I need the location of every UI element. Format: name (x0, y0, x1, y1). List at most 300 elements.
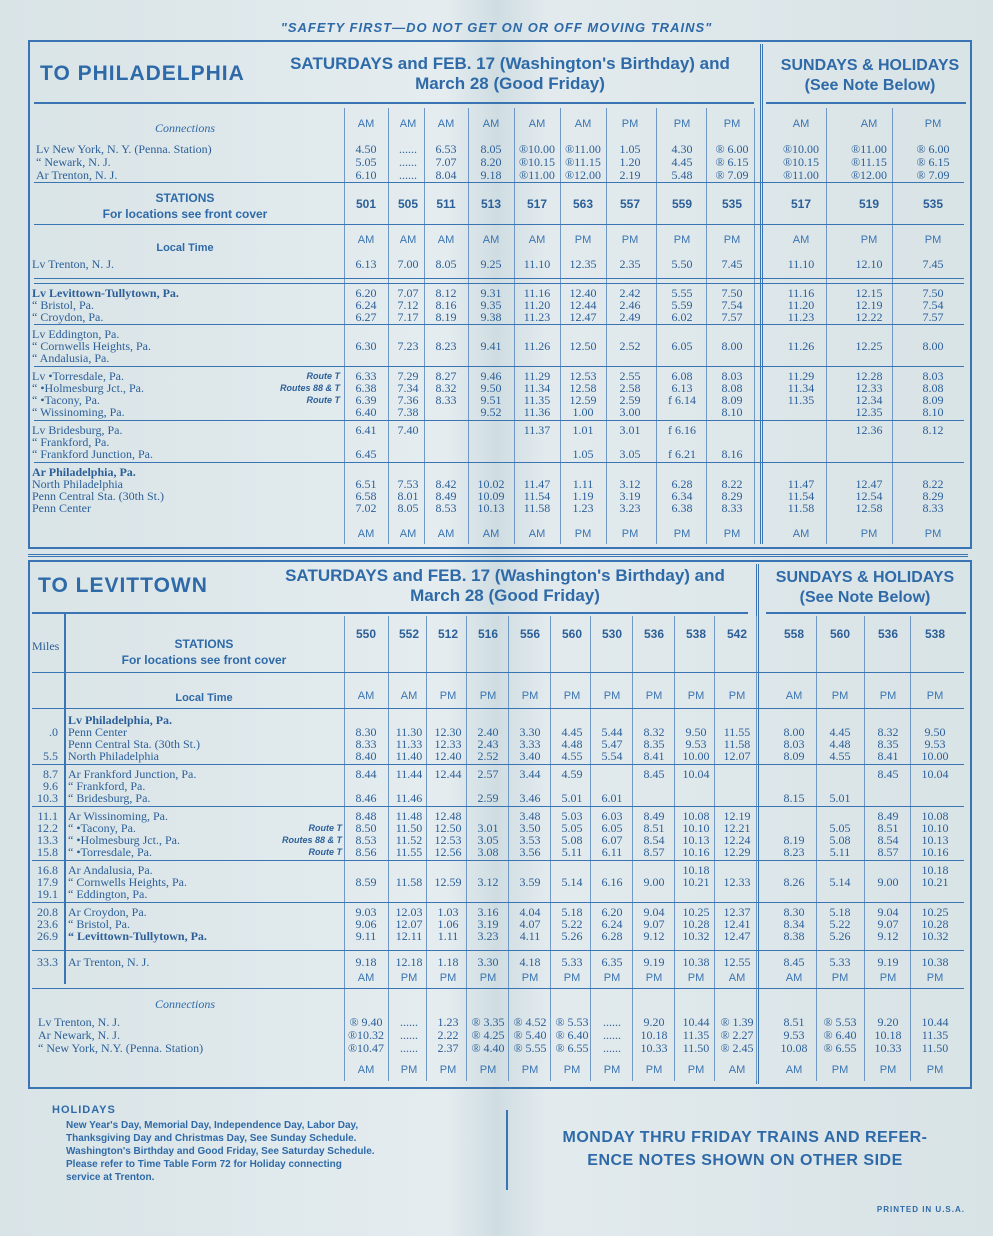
bottom-time-5-10-0: 8.45 (783, 955, 805, 969)
bottom-conn-station-0: Lv Trenton, N. J. (38, 1015, 121, 1029)
top-time-0-9-0: 11.10 (787, 257, 815, 271)
bottom-local-ampm-1: AM (400, 690, 418, 702)
bottom-time-4-8-0: 10.25 (682, 905, 710, 919)
top-rule-conn (34, 182, 964, 183)
bottom-time-2-11-3: 5.11 (829, 845, 851, 859)
top-time-3-0-0: 6.33 (355, 369, 377, 383)
top-train-number-10: 519 (858, 197, 880, 211)
bottom-time-1-10-2: 8.15 (783, 791, 805, 805)
bottom-conn-time-1-8: 11.35 (682, 1028, 710, 1042)
bottom-trenton-ampm-1: PM (400, 972, 418, 984)
top-route-3-1: Routes 88 & T (279, 383, 340, 393)
miles-divider (64, 614, 66, 984)
top-time-3-0-1: 6.38 (355, 381, 377, 395)
bottom-trenton-ampm-2: PM (439, 972, 457, 984)
top-station-0-0: Lv Trenton, N. J. (32, 257, 115, 271)
bottom-station-4-0: Ar Croydon, Pa. (68, 905, 147, 919)
bottom-conn-ampm-1: PM (400, 1064, 418, 1076)
top-time-4-0-2: 6.45 (355, 447, 377, 461)
top-time-1-0-1: 6.24 (355, 298, 377, 312)
top-time-5-10-3: 12.58 (855, 501, 883, 515)
top-time-3-5-3: 1.00 (572, 405, 594, 419)
top-sunday-divider (760, 44, 763, 544)
bottom-local-time-label: Local Time (175, 692, 233, 704)
top-time-5-2-3: 8.53 (435, 501, 457, 515)
top-bottom-ampm-4: AM (528, 528, 546, 540)
top-conn-time-0-6: 1.05 (619, 142, 641, 156)
top-conn-time-1-7: 4.45 (671, 155, 693, 169)
bottom-train-number-12: 536 (877, 627, 899, 641)
bottom-conn-time-0-10: 8.51 (783, 1015, 805, 1029)
bottom-time-2-10-2: 8.19 (783, 833, 805, 847)
bottom-saturday-heading (285, 566, 725, 606)
top-conn-time-1-10: ®11.15 (851, 155, 887, 169)
bottom-time-0-13-2: 9.53 (924, 737, 946, 751)
bottom-time-2-13-2: 10.13 (921, 833, 949, 847)
bottom-local-ampm-2: PM (439, 690, 457, 702)
bottom-time-2-12-1: 8.51 (877, 821, 899, 835)
top-time-5-11-2: 8.29 (922, 489, 944, 503)
bottom-time-2-9-2: 12.24 (723, 833, 751, 847)
top-time-1-5-2: 12.47 (569, 310, 597, 324)
top-station-5-2: Penn Central Sta. (30th St.) (32, 489, 164, 503)
top-bottom-ampm-2: AM (437, 528, 455, 540)
bottom-column-rule-4 (508, 616, 509, 1081)
bottom-time-5-8-0: 10.38 (682, 955, 710, 969)
bottom-time-4-2-0: 1.03 (437, 905, 459, 919)
bottom-conn-ampm-9: AM (728, 1064, 746, 1076)
top-time-1-9-0: 11.16 (787, 286, 815, 300)
bottom-miles-5-0: 33.3 (37, 955, 58, 969)
top-bottom-ampm-11: PM (924, 528, 942, 540)
weekday-notice (520, 1126, 970, 1172)
bottom-station-2-3: “ •Torresdale, Pa. (68, 845, 152, 859)
bottom-time-4-6-2: 6.28 (601, 929, 623, 943)
top-conn-time-0-5: ®11.00 (565, 142, 601, 156)
bottom-time-2-8-0: 10.08 (682, 809, 710, 823)
bottom-conn-time-1-0: ®10.32 (347, 1028, 385, 1042)
top-station-2-2: “ Andalusia, Pa. (32, 351, 110, 365)
bottom-local-ampm-6: PM (603, 690, 621, 702)
bottom-time-0-11-3: 4.55 (829, 749, 851, 763)
bottom-group-rule-3 (32, 860, 964, 861)
bottom-time-0-2-2: 12.33 (434, 737, 462, 751)
top-conn-time-2-3: 9.18 (480, 168, 502, 182)
top-train-number-5: 563 (572, 197, 594, 211)
bottom-time-2-2-2: 12.53 (434, 833, 462, 847)
bottom-station-0-0: Lv Philadelphia, Pa. (68, 713, 173, 727)
bottom-train-number-13: 538 (924, 627, 946, 641)
bottom-station-3-2: “ Eddington, Pa. (68, 887, 148, 901)
bottom-time-0-3-2: 2.43 (477, 737, 499, 751)
top-time-5-0-1: 6.51 (355, 477, 377, 491)
bottom-group-rule-4 (32, 902, 964, 903)
bottom-conn-time-0-0: ® 9.40 (349, 1015, 383, 1029)
bottom-time-2-0-1: 8.50 (355, 821, 377, 835)
bottom-time-2-0-2: 8.53 (355, 833, 377, 847)
bottom-time-0-2-1: 12.30 (434, 725, 462, 739)
bottom-time-4-1-1: 12.07 (395, 917, 423, 931)
top-train-number-1: 505 (397, 197, 419, 211)
bottom-train-number-6: 530 (601, 627, 623, 641)
top-time-3-1-3: 7.38 (397, 405, 419, 419)
top-time-0-4-0: 11.10 (523, 257, 551, 271)
bottom-time-0-12-3: 8.41 (877, 749, 899, 763)
bottom-time-5-13-0: 10.38 (921, 955, 949, 969)
top-time-5-8-3: 8.33 (721, 501, 743, 515)
bottom-conn-ampm-11: PM (831, 1064, 849, 1076)
weekday-notice-line1: MONDAY THRU FRIDAY TRAINS AND REFER- (562, 1129, 928, 1146)
top-time-3-3-1: 9.50 (480, 381, 502, 395)
bottom-miles-0-0: .0 (49, 725, 58, 739)
bottom-stations-label (66, 636, 342, 668)
bottom-time-3-4-1: 3.59 (519, 875, 541, 889)
top-local-ampm-4: AM (528, 234, 546, 246)
bottom-conn-time-0-3: ® 3.35 (471, 1015, 505, 1029)
bottom-rule-trains (32, 672, 964, 673)
holidays-note (52, 1104, 492, 1184)
top-time-3-2-1: 8.32 (435, 381, 457, 395)
bottom-time-5-4-0: 4.18 (519, 955, 541, 969)
bottom-conn-time-1-3: ® 4.25 (471, 1028, 505, 1042)
bottom-time-2-12-3: 8.57 (877, 845, 899, 859)
bottom-miles-4-2: 26.9 (37, 929, 58, 943)
bottom-miles-1-0: 8.7 (43, 767, 58, 781)
bottom-time-0-2-3: 12.40 (434, 749, 462, 763)
bottom-time-5-12-0: 9.19 (877, 955, 899, 969)
holidays-line-2: Thanksgiving Day and Christmas Day, See Sunday Schedule. (66, 1133, 357, 1144)
bottom-time-2-6-0: 6.03 (601, 809, 623, 823)
bottom-time-4-5-0: 5.18 (561, 905, 583, 919)
bottom-conn-time-2-12: 10.33 (874, 1041, 902, 1055)
bottom-time-2-2-0: 12.48 (434, 809, 462, 823)
bottom-time-2-6-1: 6.05 (601, 821, 623, 835)
top-time-3-3-3: 9.52 (480, 405, 502, 419)
top-column-rule-1 (388, 108, 389, 544)
bottom-time-4-11-1: 5.22 (829, 917, 851, 931)
top-time-3-1-2: 7.36 (397, 393, 419, 407)
bottom-miles-1-2: 10.3 (37, 791, 58, 805)
top-time-4-5-0: 1.01 (572, 423, 594, 437)
top-time-0-10-0: 12.10 (855, 257, 883, 271)
bottom-time-2-1-1: 11.50 (395, 821, 423, 835)
bottom-time-5-11-0: 5.33 (829, 955, 851, 969)
top-conn-ampm-7: PM (673, 118, 691, 130)
bottom-time-0-7-2: 8.35 (643, 737, 665, 751)
bottom-time-1-4-2: 3.46 (519, 791, 541, 805)
bottom-time-2-11-2: 5.08 (829, 833, 851, 847)
bottom-time-2-13-3: 10.16 (921, 845, 949, 859)
bottom-time-1-4-0: 3.44 (519, 767, 541, 781)
bottom-train-number-2: 512 (437, 627, 459, 641)
bottom-time-0-7-3: 8.41 (643, 749, 665, 763)
bottom-miles-3-0: 16.8 (37, 863, 58, 877)
bottom-miles-1-1: 9.6 (43, 779, 58, 793)
top-time-3-10-0: 12.28 (855, 369, 883, 383)
bottom-time-1-6-2: 6.01 (601, 791, 623, 805)
bottom-time-2-4-3: 3.56 (519, 845, 541, 859)
holidays-line-4: Please refer to Time Table Form 72 for Holiday connecting (66, 1159, 342, 1170)
bottom-time-4-0-0: 9.03 (355, 905, 377, 919)
bottom-station-1-2: “ Bridesburg, Pa. (68, 791, 151, 805)
safety-banner: "SAFETY FIRST—DO NOT GET ON OR OFF MOVING TRAINS" (280, 20, 713, 35)
top-saturday-heading (290, 54, 730, 94)
top-station-1-0: Lv Levittown-Tullytown, Pa. (32, 286, 179, 300)
bottom-time-4-3-2: 3.23 (477, 929, 499, 943)
top-time-2-10-1: 12.25 (855, 339, 883, 353)
top-bottom-ampm-0: AM (357, 528, 375, 540)
top-time-3-10-3: 12.35 (855, 405, 883, 419)
top-conn-time-1-5: ®11.15 (565, 155, 601, 169)
top-conn-time-0-1: ...... (399, 142, 417, 156)
top-sunday-heading (770, 56, 970, 96)
top-local-ampm-7: PM (673, 234, 691, 246)
top-time-1-7-2: 6.02 (671, 310, 693, 324)
top-station-3-3: “ Wissinoming, Pa. (32, 405, 125, 419)
top-station-4-1: “ Frankford, Pa. (32, 435, 110, 449)
top-bottom-ampm-7: PM (673, 528, 691, 540)
bottom-time-0-4-1: 3.30 (519, 725, 541, 739)
bottom-time-0-13-1: 9.50 (924, 725, 946, 739)
top-train-number-9: 517 (790, 197, 812, 211)
top-time-3-0-3: 6.40 (355, 405, 377, 419)
top-time-3-9-1: 11.34 (787, 381, 815, 395)
top-time-1-4-0: 11.16 (523, 286, 551, 300)
bottom-time-2-7-2: 8.54 (643, 833, 665, 847)
bottom-time-1-1-2: 11.46 (395, 791, 423, 805)
bottom-time-2-1-3: 11.55 (395, 845, 423, 859)
bottom-time-2-7-0: 8.49 (643, 809, 665, 823)
top-sunday-heading-line2: (See Note Below) (804, 77, 936, 94)
top-train-number-6: 557 (619, 197, 641, 211)
top-column-rule-8 (706, 108, 707, 544)
top-time-1-6-1: 2.46 (619, 298, 641, 312)
top-conn-time-2-0: 6.10 (355, 168, 377, 182)
top-local-time-label: Local Time (156, 242, 214, 254)
top-train-number-4: 517 (526, 197, 548, 211)
top-group-rule-2 (34, 324, 964, 325)
bottom-local-ampm-12: PM (879, 690, 897, 702)
top-time-2-11-1: 8.00 (922, 339, 944, 353)
bottom-miles-3-1: 17.9 (37, 875, 58, 889)
bottom-conn-time-1-2: 2.22 (437, 1028, 459, 1042)
top-time-3-2-0: 8.27 (435, 369, 457, 383)
bottom-sunday-heading-line1: SUNDAYS & HOLIDAYS (775, 569, 955, 586)
bottom-time-2-9-3: 12.29 (723, 845, 751, 859)
bottom-local-ampm-4: PM (521, 690, 539, 702)
top-connections-label: Connections (155, 121, 215, 135)
bottom-conn-time-2-0: ®10.47 (347, 1041, 385, 1055)
bottom-time-4-0-1: 9.06 (355, 917, 377, 931)
bottom-column-rule-13 (910, 616, 911, 1081)
top-conn-station-1: “ Newark, N. J. (36, 155, 111, 169)
bottom-time-0-12-2: 8.35 (877, 737, 899, 751)
bottom-conn-ampm-12: PM (879, 1064, 897, 1076)
bottom-train-number-7: 536 (643, 627, 665, 641)
top-time-4-4-0: 11.37 (523, 423, 551, 437)
top-time-4-10-0: 12.36 (855, 423, 883, 437)
bottom-time-0-0-3: 8.40 (355, 749, 377, 763)
bottom-time-2-5-0: 5.03 (561, 809, 583, 823)
top-time-2-4-1: 11.26 (523, 339, 551, 353)
top-time-5-2-1: 8.42 (435, 477, 457, 491)
bottom-time-0-6-1: 5.44 (601, 725, 623, 739)
top-local-ampm-6: PM (621, 234, 639, 246)
top-conn-ampm-6: PM (621, 118, 639, 130)
bottom-time-4-12-1: 9.07 (877, 917, 899, 931)
top-station-3-1: “ •Holmesburg Jct., Pa. (32, 381, 144, 395)
bottom-conn-time-2-1: ...... (400, 1041, 418, 1055)
top-time-3-5-0: 12.53 (569, 369, 597, 383)
top-time-1-6-0: 2.42 (619, 286, 641, 300)
bottom-time-1-12-0: 8.45 (877, 767, 899, 781)
bottom-route-2-2: Routes 88 & T (281, 835, 342, 845)
top-conn-ampm-5: AM (574, 118, 592, 130)
bottom-train-number-11: 560 (829, 627, 851, 641)
top-time-5-4-2: 11.54 (523, 489, 551, 503)
bottom-time-0-0-2: 8.33 (355, 737, 377, 751)
top-conn-station-2: Ar Trenton, N. J. (36, 168, 118, 182)
bottom-time-0-1-3: 11.40 (395, 749, 423, 763)
top-time-5-2-2: 8.49 (435, 489, 457, 503)
top-conn-time-1-8: ® 6.15 (715, 155, 749, 169)
bottom-train-number-1: 552 (398, 627, 420, 641)
top-time-1-8-1: 7.54 (721, 298, 743, 312)
bottom-time-0-8-1: 9.50 (685, 725, 707, 739)
bottom-conn-time-1-4: ® 5.40 (513, 1028, 547, 1042)
bottom-miles-4-1: 23.6 (37, 917, 58, 931)
bottom-time-3-11-1: 5.14 (829, 875, 851, 889)
bottom-conn-time-2-4: ® 5.55 (513, 1041, 547, 1055)
bottom-conn-station-1: Ar Newark, N. J. (38, 1028, 120, 1042)
bottom-time-3-8-1: 10.21 (682, 875, 710, 889)
top-time-3-5-1: 12.58 (569, 381, 597, 395)
top-time-5-5-3: 1.23 (572, 501, 594, 515)
bottom-time-2-2-3: 12.56 (434, 845, 462, 859)
bottom-station-1-0: Ar Frankford Junction, Pa. (68, 767, 197, 781)
top-time-1-8-0: 7.50 (721, 286, 743, 300)
bottom-column-rule-7 (632, 616, 633, 1081)
bottom-time-3-13-0: 10.18 (921, 863, 949, 877)
bottom-time-3-13-1: 10.21 (921, 875, 949, 889)
top-time-3-3-2: 9.51 (480, 393, 502, 407)
top-train-number-7: 559 (671, 197, 693, 211)
top-time-0-8-0: 7.45 (721, 257, 743, 271)
top-train-number-0: 501 (355, 197, 377, 211)
bottom-time-3-8-0: 10.18 (682, 863, 710, 877)
top-time-1-10-2: 12.22 (855, 310, 883, 324)
bottom-train-number-3: 516 (477, 627, 499, 641)
bottom-time-4-7-1: 9.07 (643, 917, 665, 931)
top-conn-time-2-6: 2.19 (619, 168, 641, 182)
top-time-0-2-0: 8.05 (435, 257, 457, 271)
top-group-rule-5 (34, 462, 964, 463)
bottom-station-2-2: “ •Holmesburg Jct., Pa. (68, 833, 180, 847)
bottom-time-0-9-1: 11.55 (723, 725, 751, 739)
top-time-3-11-3: 8.10 (922, 405, 944, 419)
bottom-connections-label: Connections (155, 997, 215, 1011)
top-conn-time-2-11: ® 7.09 (916, 168, 950, 182)
bottom-trenton-ampm-12: PM (879, 972, 897, 984)
top-time-5-7-1: 6.28 (671, 477, 693, 491)
bottom-conn-time-2-5: ® 6.55 (555, 1041, 589, 1055)
bottom-miles-2-1: 12.2 (37, 821, 58, 835)
top-time-1-7-0: 5.55 (671, 286, 693, 300)
top-time-3-4-0: 11.29 (523, 369, 551, 383)
bottom-time-2-9-0: 12.19 (723, 809, 751, 823)
bottom-time-5-2-0: 1.18 (437, 955, 459, 969)
top-train-number-11: 535 (922, 197, 944, 211)
top-stations-label (30, 190, 340, 222)
bottom-time-2-2-1: 12.50 (434, 821, 462, 835)
bottom-group-rule-2 (32, 806, 964, 807)
bottom-time-0-11-1: 4.45 (829, 725, 851, 739)
top-time-4-1-0: 7.40 (397, 423, 419, 437)
bottom-conn-ampm-8: PM (687, 1064, 705, 1076)
bottom-time-2-6-2: 6.07 (601, 833, 623, 847)
top-time-4-7-0: f 6.16 (668, 423, 696, 437)
top-time-5-10-2: 12.54 (855, 489, 883, 503)
bottom-time-0-1-2: 11.33 (395, 737, 423, 751)
top-local-ampm-2: AM (437, 234, 455, 246)
top-conn-ampm-3: AM (482, 118, 500, 130)
top-group-rule-4 (34, 420, 964, 421)
bottom-time-1-0-2: 8.46 (355, 791, 377, 805)
top-conn-time-1-0: 5.05 (355, 155, 377, 169)
bottom-train-number-0: 550 (355, 627, 377, 641)
bottom-miles-0-2: 5.5 (43, 749, 58, 763)
bottom-time-3-2-1: 12.59 (434, 875, 462, 889)
top-station-2-1: “ Cornwells Heights, Pa. (32, 339, 151, 353)
top-conn-time-0-3: 8.05 (480, 142, 502, 156)
top-train-number-3: 513 (480, 197, 502, 211)
bottom-conn-time-2-11: ® 6.55 (823, 1041, 857, 1055)
top-bottom-ampm-10: PM (860, 528, 878, 540)
bottom-trenton-ampm-10: AM (785, 972, 803, 984)
bottom-time-4-2-2: 1.11 (437, 929, 459, 943)
top-conn-time-2-5: ®12.00 (564, 168, 602, 182)
top-conn-time-2-4: ®11.00 (519, 168, 555, 182)
bottom-time-1-13-0: 10.04 (921, 767, 949, 781)
top-conn-time-0-8: ® 6.00 (715, 142, 749, 156)
bottom-time-2-0-0: 8.48 (355, 809, 377, 823)
top-time-1-4-2: 11.23 (523, 310, 551, 324)
bottom-station-2-1: “ •Tacony, Pa. (68, 821, 136, 835)
bottom-time-2-8-1: 10.10 (682, 821, 710, 835)
top-time-0-11-0: 7.45 (922, 257, 944, 271)
bottom-trenton-ampm-8: PM (687, 972, 705, 984)
top-time-2-3-1: 9.41 (480, 339, 502, 353)
bottom-conn-time-2-2: 2.37 (437, 1041, 459, 1055)
bottom-time-5-0-0: 9.18 (355, 955, 377, 969)
bottom-conn-ampm-6: PM (603, 1064, 621, 1076)
top-time-5-11-1: 8.22 (922, 477, 944, 491)
top-time-3-8-0: 8.03 (721, 369, 743, 383)
top-time-1-9-1: 11.20 (787, 298, 815, 312)
top-station-1-1: “ Bristol, Pa. (32, 298, 94, 312)
top-route-3-0: Route T (306, 371, 340, 381)
bottom-time-3-5-1: 5.14 (561, 875, 583, 889)
bottom-train-number-8: 538 (685, 627, 707, 641)
bottom-conn-time-0-9: ® 1.39 (720, 1015, 754, 1029)
bottom-trenton-ampm-4: PM (521, 972, 539, 984)
top-time-5-5-1: 1.11 (572, 477, 594, 491)
bottom-route-2-3: Route T (308, 847, 342, 857)
bottom-time-4-4-0: 4.04 (519, 905, 541, 919)
top-rule-local (34, 278, 964, 279)
bottom-time-4-6-0: 6.20 (601, 905, 623, 919)
top-conn-ampm-0: AM (357, 118, 375, 130)
